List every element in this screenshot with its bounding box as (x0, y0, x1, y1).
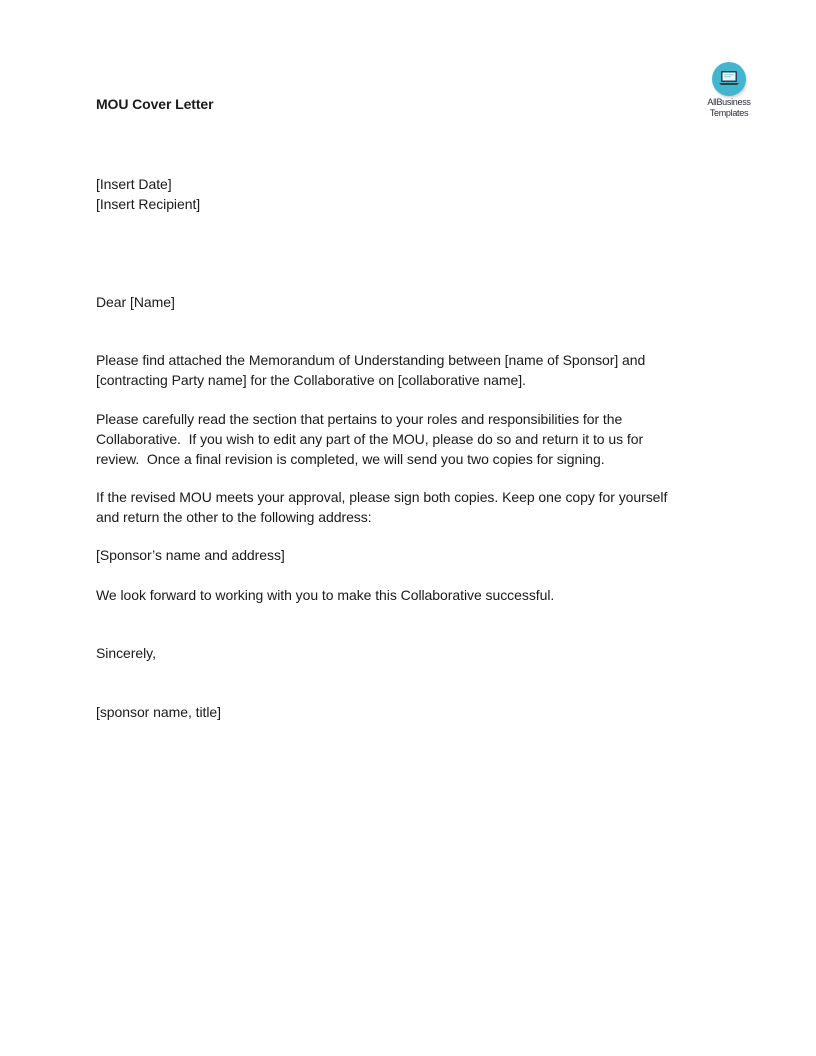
salutation: Dear [Name] (96, 294, 175, 310)
logo-text-line1: AllBusiness (707, 97, 751, 107)
date-placeholder: [Insert Date] (96, 176, 172, 192)
recipient-placeholder: [Insert Recipient] (96, 196, 201, 212)
paragraph2-line1: Please carefully read the section that pertains to your roles and responsibilities for the (96, 411, 623, 427)
paragraph3-line2: and return the other to the following address: (96, 509, 372, 525)
paragraph2-line2: Collaborative. If you wish to edit any part of the MOU, please do so and return it to us for (96, 431, 644, 447)
paragraph2-line3: review. Once a final revision is completed, we will send you two copies for signing. (96, 451, 605, 467)
sign-off: Sincerely, (96, 645, 156, 661)
allbusiness-templates-logo (698, 62, 760, 118)
signature-placeholder: [sponsor name, title] (96, 704, 222, 720)
document-title: MOU Cover Letter (96, 96, 214, 112)
sponsor-address-placeholder: [Sponsor’s name and address] (96, 547, 285, 563)
logo-text-line2: Templates (709, 108, 749, 118)
paragraph3-line1: If the revised MOU meets your approval, please sign both copies. Keep one copy for yourself (96, 489, 668, 505)
closing-paragraph: We look forward to working with you to make this Collaborative successful. (96, 587, 555, 603)
paragraph1-line2: [contracting Party name] for the Collaborative on [collaborative name]. (96, 372, 526, 388)
paragraph1-line1: Please find attached the Memorandum of Understanding between [name of Sponsor] and (96, 352, 646, 368)
laptop-icon (712, 62, 746, 96)
